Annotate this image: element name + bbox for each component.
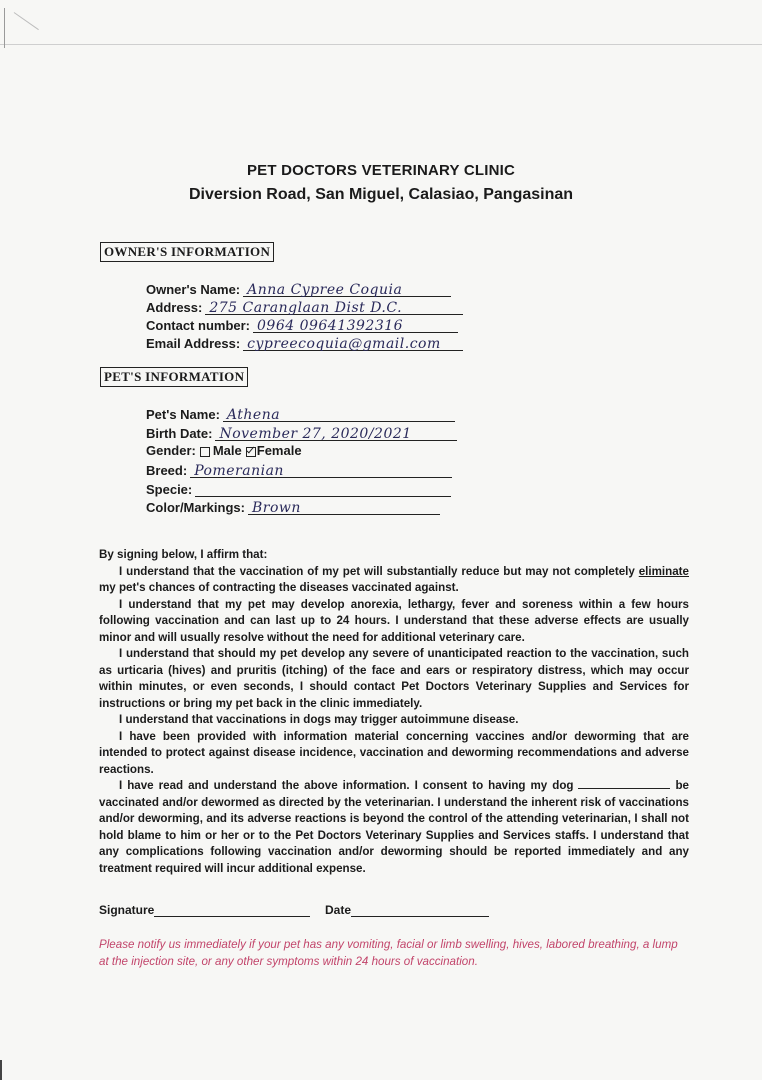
color-markings-value: Brown [251,500,301,516]
specie-field[interactable] [146,480,451,497]
scan-edge-top [0,44,762,45]
pet-name-label: Pet's Name: [146,407,220,422]
consent-paragraph-4: I understand that vaccinations in dogs may trigger autoimmune disease. [119,713,519,726]
breed-label: Breed: [146,463,188,478]
signature-field[interactable] [99,903,310,917]
birth-date-value: November 27, 2020/2021 [219,426,412,442]
email-field[interactable] [146,334,463,351]
date-field[interactable] [325,903,489,917]
male-label: Male [212,443,242,458]
consent-paragraph-5: I have been provided with information material concerning vaccines and/or deworming that are intended to protect against disease incidence, vaccination and deworming recommendations and adverse reactions. [99,729,689,776]
consent-p1-b: my pet's chances of contracting the diseases vaccinated against. [99,581,459,594]
address-field[interactable] [146,298,463,315]
contact-number-field[interactable] [146,316,458,333]
consent-p6-a: I have read and understand the above information. I consent to having my dog [119,779,574,792]
male-checkbox[interactable] [200,447,210,457]
email-value: cypreecoquia@gmail.com [247,336,441,352]
female-checkbox[interactable] [246,447,256,457]
consent-p1-underlined: eliminate [638,564,689,578]
signature-label: Signature [99,903,155,917]
consent-paragraph-3: I understand that should my pet develop any severe of unanticipated reaction to the vaccination, such as urticaria (hives) and pruritis (itching) of the face and ears or respiratory distress, which may occur within minutes, or even seconds, I should contact Pet Doctors Veterinary Supplies and Services for instructions or bring my pet back in the clinic immediately. [99,647,689,710]
address-label: Address: [146,300,203,315]
gender-label: Gender: [146,443,196,458]
owner-name-field[interactable] [146,280,451,297]
pet-name-value: Athena [226,407,281,423]
scan-edge-mark [14,12,39,30]
pet-section-title: PET'S INFORMATION [100,367,248,387]
clinic-name: PET DOCTORS VETERINARY CLINIC [246,162,516,179]
vaccination-notice: Please notify us immediately if your pet has any vomiting, facial or limb swelling, hives, labored breathing, a lump at the injection site, or any other symptoms within 24 hours of vaccination. [99,938,678,968]
pet-name-field[interactable] [146,405,455,422]
consent-paragraph-1 [99,564,689,597]
consent-text [99,547,689,877]
date-line[interactable] [351,904,489,917]
clinic-address: Diversion Road, San Miguel, Calasiao, Pangasinan [188,186,574,203]
owner-name-value: Anna Cypree Coquia [247,282,403,298]
breed-field[interactable] [146,461,452,478]
contact-number-label: Contact number: [146,318,250,333]
contact-number-value: 0964 09641392316 [257,318,404,334]
consent-intro: By signing below, I affirm that: [99,548,268,561]
female-label: Female [256,443,302,458]
owner-section-title: OWNER'S INFORMATION [100,242,274,262]
scan-edge-left [0,1060,2,1080]
email-label: Email Address: [146,336,241,351]
consent-paragraph-6 [99,778,689,877]
dog-name-blank[interactable] [578,778,670,789]
birth-date-field[interactable] [146,424,457,441]
consent-p6-b: be vaccinated and/or dewormed as directed by the veterinarian. I understand the inherent risk of vaccinations and/or deworming, and its adverse reactions is beyond the control of the attending veterinarian, I shall not hold blame to him or her or to the Pet Doctors Veterinary Supplies and Services staffs. I understand that any complications following vaccination and/or deworming should be reported immediately and any treatment required will incur additional expense. [99,779,689,875]
consent-paragraph-2: I understand that my pet may develop anorexia, lethargy, fever and soreness within a few hours following vaccination and can last up to 24 hours. I understand that these adverse effects are usually minor and will usually resolve without the need for additional veterinary care. [99,597,689,644]
color-markings-field[interactable] [146,498,440,515]
date-label: Date [325,903,352,917]
birth-date-label: Birth Date: [146,426,213,441]
signature-line[interactable] [154,904,310,917]
color-markings-label: Color/Markings: [146,500,245,515]
owner-name-label: Owner's Name: [146,282,241,297]
scan-edge-corner [4,8,5,48]
breed-value: Pomeranian [194,463,284,479]
consent-p1-a: I understand that the vaccination of my pet will substantially reduce but may not completely [119,564,635,578]
gender-field [146,443,302,458]
specie-label: Specie: [146,482,193,497]
address-value: 275 Caranglaan Dist D.C. [209,300,403,316]
